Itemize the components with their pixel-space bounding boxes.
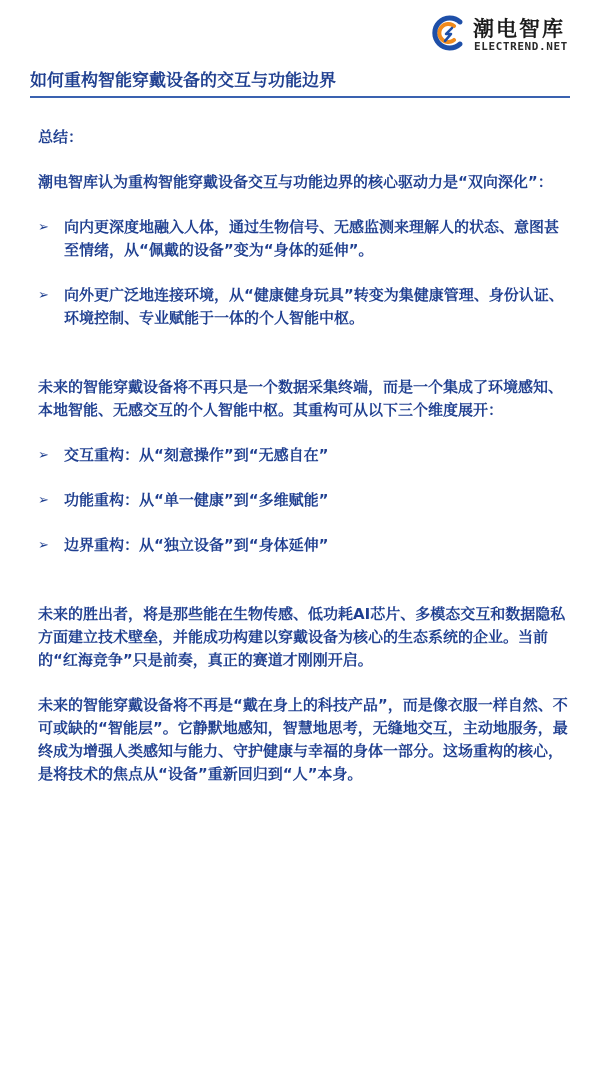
intro-paragraph: 潮电智库认为重构智能穿戴设备交互与功能边界的核心驱动力是“双向深化”： [38,173,553,191]
arrow-bullet-icon: ➢ [38,538,49,553]
arrow-bullet-icon: ➢ [38,448,49,463]
document-body [38,126,570,786]
logo-subtitle: ELECTREND.NET [474,40,568,53]
dimension-text: 功能重构：从“单一健康”到“多维赋能” [64,491,329,509]
dimension-text: 交互重构：从“刻意操作”到“无感自在” [64,446,329,464]
arrow-bullet-icon: ➢ [38,220,49,235]
bullet-item [38,216,570,262]
closing-paragraph: 未来的智能穿戴设备将不再是“戴在身上的科技产品”，而是像衣服一样自然、不可或缺的“智能层”。它静默地感知，智慧地思考，无缝地交互，主动地服务，最终成为增强人类感知与能力、守护健康与幸福的身体一部分。这场重构的核心，是将技术的焦点从“设备”重新回归到“人”本身。 [38,696,568,783]
winners-paragraph: 未来的胜出者，将是那些能在生物传感、低功耗AI芯片、多模态交互和数据隐私方面建立技术壁垒，并能成功构建以穿戴设备为核心的生态系统的企业。当前的“红海竞争”只是前奏，真正的赛道才刚刚开启。 [38,605,566,669]
page-title: 如何重构智能穿戴设备的交互与功能边界 [30,71,336,91]
dimension-text: 边界重构：从“独立设备”到“身体延伸” [64,536,329,554]
title-divider [30,96,570,98]
arrow-bullet-icon: ➢ [38,493,49,508]
dimension-item [38,444,570,467]
header [0,0,600,100]
bullet-text: 向外更广泛地连接环境，从“健康健身玩具”转变为集健康管理、身份认证、环境控制、专业赋能于一体的个人智能中枢。 [64,286,564,327]
logo-name: 潮电智库 [473,17,565,41]
bullet-item [38,284,570,330]
brand-logo [430,14,590,54]
dimension-item [38,489,570,512]
arrow-bullet-icon: ➢ [38,288,49,303]
bullet-text: 向内更深度地融入人体，通过生物信号、无感监测来理解人的状态、意图甚至情绪，从“佩戴的设备”变为“身体的延伸”。 [64,218,560,259]
summary-label: 总结： [38,128,84,146]
dimension-item [38,534,570,557]
logo-mark-icon [430,14,468,52]
future-paragraph: 未来的智能穿戴设备将不再只是一个数据采集终端，而是一个集成了环境感知、本地智能、无感交互的个人智能中枢。其重构可从以下三个维度展开： [38,378,564,419]
